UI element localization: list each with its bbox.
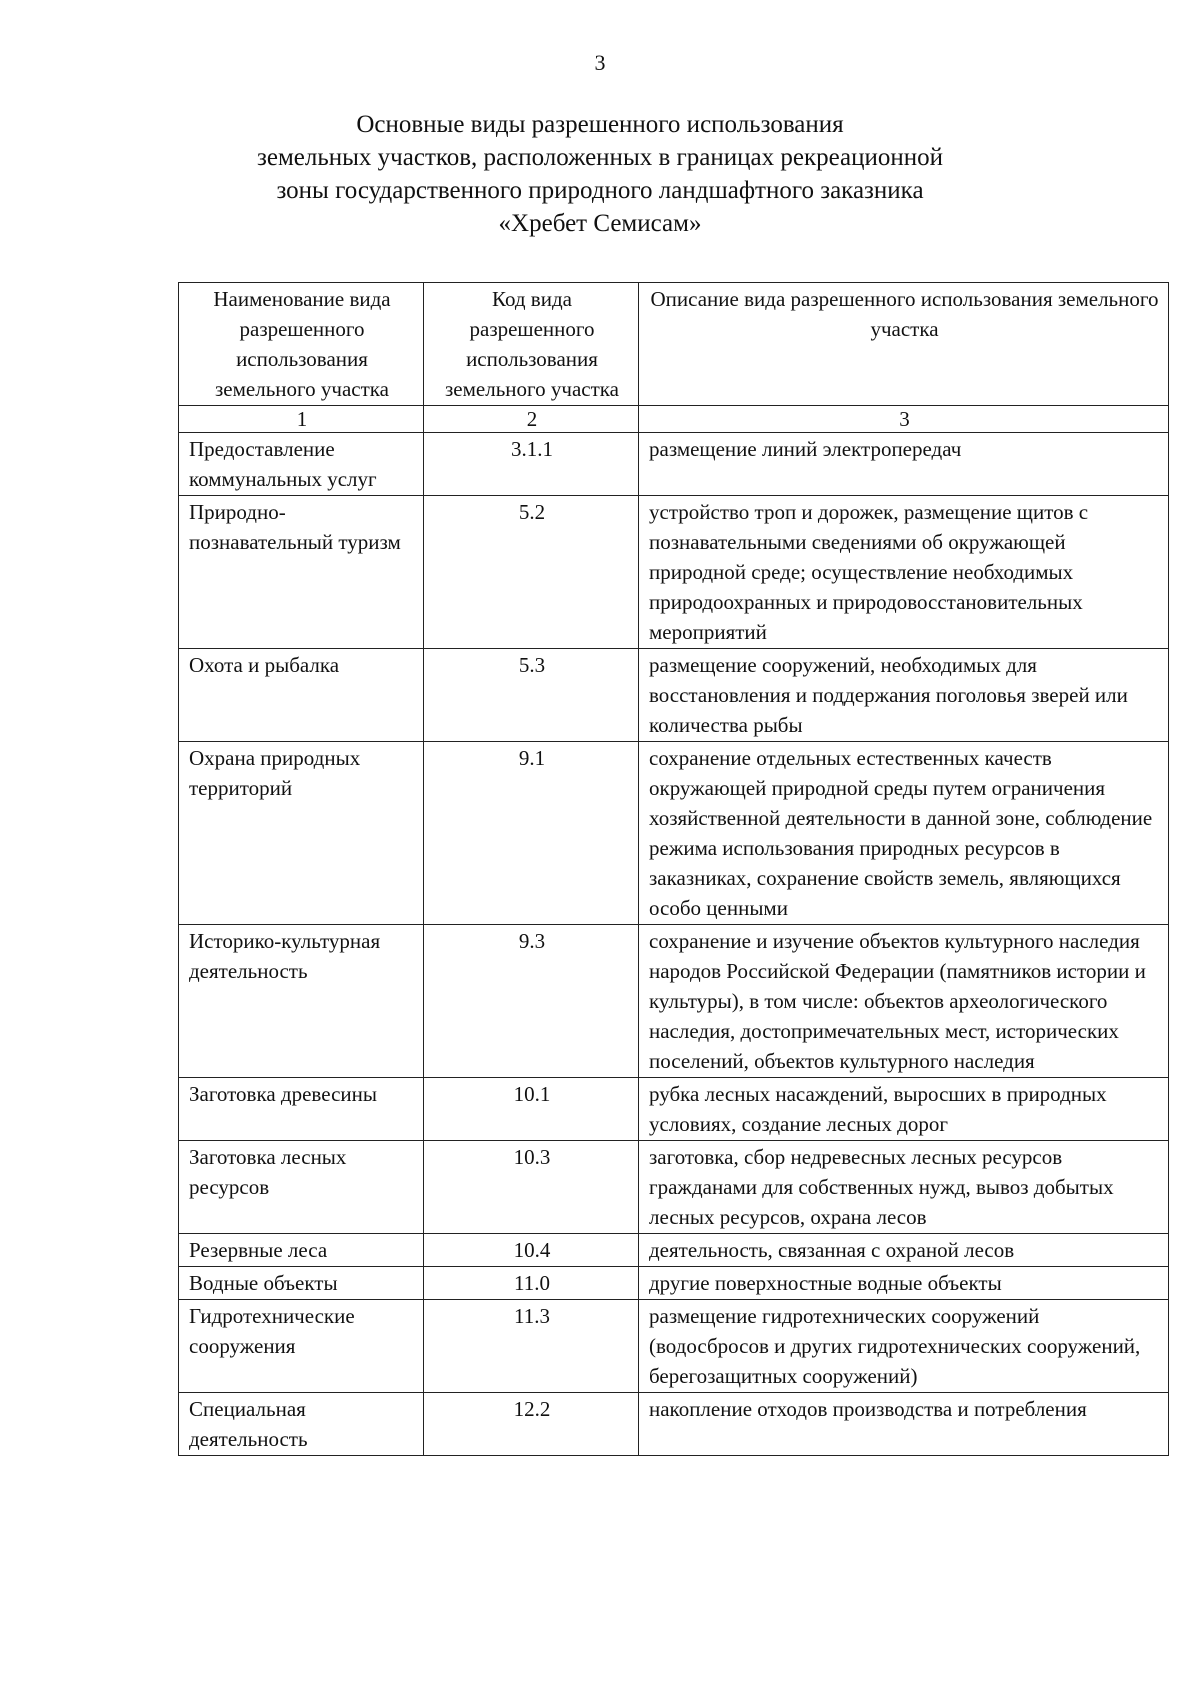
- row-description: другие поверхностные водные объекты: [639, 1267, 1169, 1300]
- title-line-1: Основные виды разрешенного использования: [356, 111, 844, 138]
- title-line-2: земельных участков, расположенных в границах рекреационной: [256, 144, 944, 171]
- document-title: [160, 108, 1040, 240]
- row-code: 3.1.1: [424, 433, 639, 496]
- header-code: Код вида разрешенного использования земельного участка: [424, 283, 639, 406]
- row-name: Заготовка лесных ресурсов: [179, 1141, 424, 1234]
- row-description: сохранение отдельных естественных качеств окружающей природной среды путем ограничения хозяйственной деятельности в данной зоне, соблюдение режима использования природных ресурсов в заказниках, сохранение свойств земель, являющихся особо ценными: [639, 742, 1169, 925]
- column-number: 1: [179, 406, 424, 433]
- table-row: [179, 1393, 1169, 1456]
- table-row: [179, 496, 1169, 649]
- row-description: размещение гидротехнических сооружений (водосбросов и других гидротехнических сооружений, берегозащитных сооружений): [639, 1300, 1169, 1393]
- row-code: 12.2: [424, 1393, 639, 1456]
- table-row: [179, 1300, 1169, 1393]
- title-line-3: зоны государственного природного ландшафтного заказника: [276, 177, 924, 204]
- row-name: Специальная деятельность: [179, 1393, 424, 1456]
- row-code: 5.2: [424, 496, 639, 649]
- table-row: [179, 1141, 1169, 1234]
- row-description: заготовка, сбор недревесных лесных ресурсов гражданами для собственных нужд, вывоз добытых лесных ресурсов, охрана лесов: [639, 1141, 1169, 1234]
- table-row: [179, 1267, 1169, 1300]
- column-number: 3: [639, 406, 1169, 433]
- row-description: накопление отходов производства и потребления: [639, 1393, 1169, 1456]
- table-row: [179, 925, 1169, 1078]
- row-description: сохранение и изучение объектов культурного наследия народов Российской Федерации (памятников истории и культуры), в том числе: объектов археологического наследия, достопримечательных мест, исторических поселений, объектов культурного наследия: [639, 925, 1169, 1078]
- row-description: рубка лесных насаждений, выросших в природных условиях, создание лесных дорог: [639, 1078, 1169, 1141]
- row-code: 11.3: [424, 1300, 639, 1393]
- row-name: Охрана природных территорий: [179, 742, 424, 925]
- row-code: 10.4: [424, 1234, 639, 1267]
- page-number: 3: [594, 50, 606, 75]
- row-code: 11.0: [424, 1267, 639, 1300]
- row-code: 9.3: [424, 925, 639, 1078]
- header-name: Наименование вида разрешенного использования земельного участка: [179, 283, 424, 406]
- row-name: Охота и рыбалка: [179, 649, 424, 742]
- table-row: [179, 742, 1169, 925]
- header-description: Описание вида разрешенного использования земельного участка: [639, 283, 1169, 406]
- row-description: деятельность, связанная с охраной лесов: [639, 1234, 1169, 1267]
- row-name: Гидротехнические сооружения: [179, 1300, 424, 1393]
- row-name: Заготовка древесины: [179, 1078, 424, 1141]
- table-row: [179, 433, 1169, 496]
- row-name: Водные объекты: [179, 1267, 424, 1300]
- table-row: [179, 1234, 1169, 1267]
- land-use-table: [178, 282, 1169, 1456]
- row-code: 5.3: [424, 649, 639, 742]
- row-name: Природно-познавательный туризм: [179, 496, 424, 649]
- column-number-row: [179, 406, 1169, 433]
- table-header-row: [179, 283, 1169, 406]
- row-description: размещение линий электропередач: [639, 433, 1169, 496]
- row-code: 10.1: [424, 1078, 639, 1141]
- row-name: Предоставление коммунальных услуг: [179, 433, 424, 496]
- title-line-4: «Хребет Семисам»: [498, 210, 702, 237]
- row-code: 10.3: [424, 1141, 639, 1234]
- row-name: Историко-культурная деятельность: [179, 925, 424, 1078]
- row-code: 9.1: [424, 742, 639, 925]
- column-number: 2: [424, 406, 639, 433]
- table-row: [179, 1078, 1169, 1141]
- row-name: Резервные леса: [179, 1234, 424, 1267]
- row-description: устройство троп и дорожек, размещение щитов с познавательными сведениями об окружающей природной среде; осуществление необходимых природоохранных и природовосстановительных мероприятий: [639, 496, 1169, 649]
- row-description: размещение сооружений, необходимых для восстановления и поддержания поголовья зверей или количества рыбы: [639, 649, 1169, 742]
- table-row: [179, 649, 1169, 742]
